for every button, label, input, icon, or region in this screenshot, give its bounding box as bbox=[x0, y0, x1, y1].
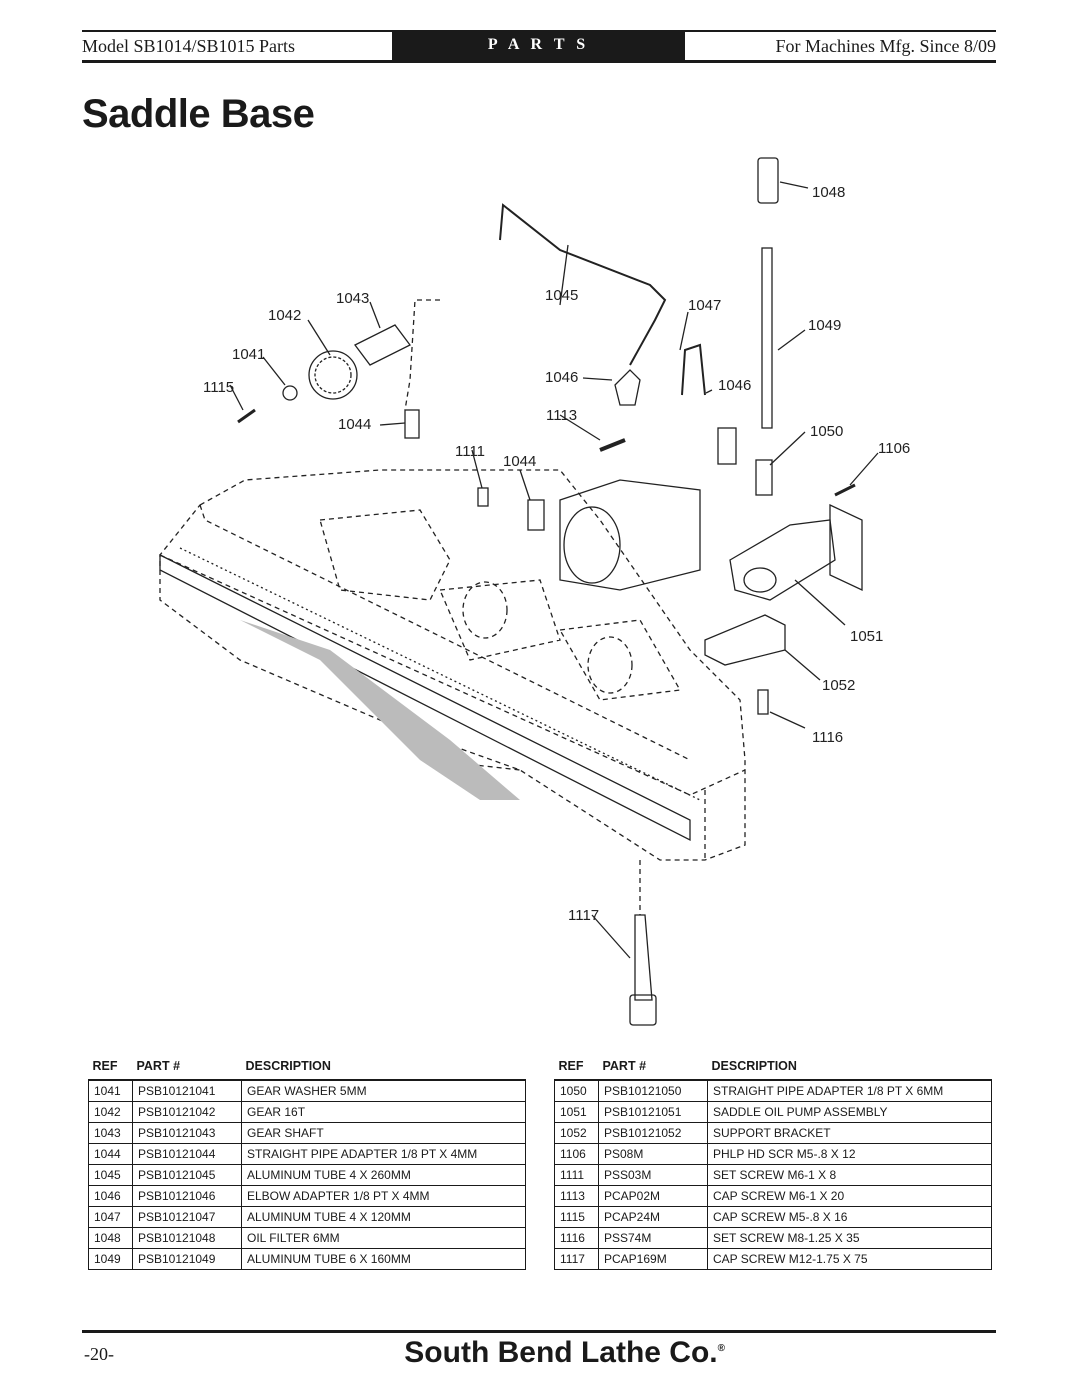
table-row bbox=[555, 1123, 992, 1144]
ref-cell: 1052 bbox=[555, 1123, 599, 1144]
ref-cell: 1050 bbox=[555, 1080, 599, 1102]
ref-cell: 1042 bbox=[89, 1102, 133, 1123]
col-ref: REF bbox=[555, 1055, 599, 1080]
cap-screw-1113 bbox=[600, 440, 625, 450]
gear-1042 bbox=[309, 351, 357, 399]
ref-cell: 1117 bbox=[555, 1249, 599, 1270]
ref-cell: 1116 bbox=[555, 1228, 599, 1249]
part-cell: PSB10121049 bbox=[133, 1249, 242, 1270]
registered-mark: ® bbox=[717, 1343, 725, 1354]
ref-cell: 1043 bbox=[89, 1123, 133, 1144]
callout-1044b: 1044 bbox=[503, 453, 537, 470]
brand-logo bbox=[404, 1336, 725, 1370]
ref-cell: 1106 bbox=[555, 1144, 599, 1165]
callout-1050: 1050 bbox=[810, 423, 844, 440]
header-model: Model SB1014/SB1015 Parts bbox=[82, 36, 296, 56]
ref-cell: 1049 bbox=[89, 1249, 133, 1270]
part-cell: PSB10121044 bbox=[133, 1144, 242, 1165]
table-row bbox=[89, 1080, 526, 1102]
table-row bbox=[555, 1228, 992, 1249]
adapter-1044-right bbox=[528, 500, 544, 530]
ref-cell: 1115 bbox=[555, 1207, 599, 1228]
table-row bbox=[555, 1207, 992, 1228]
desc-cell: ELBOW ADAPTER 1/8 PT X 4MM bbox=[242, 1186, 526, 1207]
footer-rule bbox=[82, 1330, 996, 1333]
set-screw-1111 bbox=[478, 488, 488, 506]
washer-1041 bbox=[283, 386, 297, 400]
col-description: DESCRIPTION bbox=[708, 1055, 992, 1080]
table-row bbox=[89, 1186, 526, 1207]
callout-1044a: 1044 bbox=[338, 416, 372, 433]
desc-cell: GEAR SHAFT bbox=[242, 1123, 526, 1144]
screw-1106 bbox=[835, 485, 855, 495]
part-cell: PSB10121041 bbox=[133, 1080, 242, 1102]
ref-cell: 1045 bbox=[89, 1165, 133, 1186]
gear-shaft-1043 bbox=[355, 325, 410, 365]
callout-1106: 1106 bbox=[878, 440, 911, 457]
part-cell: PSS74M bbox=[599, 1228, 708, 1249]
header-machines: For Machines Mfg. Since 8/09 bbox=[775, 36, 996, 56]
callout-1043: 1043 bbox=[336, 290, 370, 307]
desc-cell: CAP SCREW M12-1.75 X 75 bbox=[708, 1249, 992, 1270]
desc-cell: ALUMINUM TUBE 4 X 260MM bbox=[242, 1165, 526, 1186]
callout-1049: 1049 bbox=[808, 317, 842, 334]
adapter-1050 bbox=[756, 460, 772, 495]
tube-1047 bbox=[682, 345, 705, 395]
oil-pump-1051 bbox=[730, 520, 835, 600]
part-cell: PCAP169M bbox=[599, 1249, 708, 1270]
table-row bbox=[89, 1207, 526, 1228]
tube-1049 bbox=[762, 248, 772, 428]
ref-cell: 1048 bbox=[89, 1228, 133, 1249]
part-cell: PSB10121046 bbox=[133, 1186, 242, 1207]
table-row bbox=[89, 1123, 526, 1144]
casting-shadow bbox=[240, 620, 520, 800]
ref-cell: 1113 bbox=[555, 1186, 599, 1207]
table-row bbox=[555, 1186, 992, 1207]
callout-1051: 1051 bbox=[850, 628, 884, 645]
saddle-base-casting bbox=[160, 470, 745, 860]
parts-table-left bbox=[88, 1055, 526, 1270]
part-cell: PSB10121047 bbox=[133, 1207, 242, 1228]
desc-cell: GEAR WASHER 5MM bbox=[242, 1080, 526, 1102]
desc-cell: SET SCREW M6-1 X 8 bbox=[708, 1165, 992, 1186]
saddle-base-diagram bbox=[0, 145, 1080, 1045]
adapter-1044-left bbox=[405, 410, 419, 438]
table-row bbox=[555, 1165, 992, 1186]
part-cell: PSB10121052 bbox=[599, 1123, 708, 1144]
callout-labels bbox=[203, 184, 910, 924]
desc-cell: STRAIGHT PIPE ADAPTER 1/8 PT X 6MM bbox=[708, 1080, 992, 1102]
desc-cell: ALUMINUM TUBE 6 X 160MM bbox=[242, 1249, 526, 1270]
callout-1046b: 1046 bbox=[718, 377, 752, 394]
callout-1046a: 1046 bbox=[545, 369, 579, 386]
brand-name: South Bend Lathe Co. bbox=[404, 1336, 718, 1369]
support-bracket-1052 bbox=[705, 615, 785, 665]
col-description: DESCRIPTION bbox=[242, 1055, 526, 1080]
part-cell: PSB10121045 bbox=[133, 1165, 242, 1186]
ref-cell: 1044 bbox=[89, 1144, 133, 1165]
screw-1115 bbox=[238, 410, 255, 422]
col-part: PART # bbox=[133, 1055, 242, 1080]
ref-cell: 1041 bbox=[89, 1080, 133, 1102]
desc-cell: PHLP HD SCR M5-.8 X 12 bbox=[708, 1144, 992, 1165]
desc-cell: OIL FILTER 6MM bbox=[242, 1228, 526, 1249]
page-header bbox=[82, 30, 996, 64]
part-cell: PSB10121048 bbox=[133, 1228, 242, 1249]
part-cell: PSB10121043 bbox=[133, 1123, 242, 1144]
ref-cell: 1046 bbox=[89, 1186, 133, 1207]
part-cell: PSS03M bbox=[599, 1165, 708, 1186]
part-cell: PS08M bbox=[599, 1144, 708, 1165]
header-section-badge: P A R T S bbox=[392, 30, 685, 60]
oil-filter-1048 bbox=[758, 158, 778, 203]
part-cell: PCAP24M bbox=[599, 1207, 708, 1228]
header-bottom-rule bbox=[82, 60, 996, 63]
table-row bbox=[555, 1249, 992, 1270]
part-cell: PSB10121050 bbox=[599, 1080, 708, 1102]
elbow-1046 bbox=[615, 370, 640, 405]
callout-1045: 1045 bbox=[545, 287, 579, 304]
table-row bbox=[555, 1144, 992, 1165]
callout-1113: 1113 bbox=[546, 407, 578, 424]
ref-cell: 1111 bbox=[555, 1165, 599, 1186]
callout-1041: 1041 bbox=[232, 346, 266, 363]
callout-1116: 1116 bbox=[812, 729, 844, 746]
callout-1048: 1048 bbox=[812, 184, 846, 201]
desc-cell: SET SCREW M8-1.25 X 35 bbox=[708, 1228, 992, 1249]
tube-1045 bbox=[500, 205, 665, 365]
callout-1115: 1115 bbox=[203, 379, 235, 396]
callout-1117: 1117 bbox=[568, 907, 600, 924]
part-cell: PSB10121042 bbox=[133, 1102, 242, 1123]
page-title: Saddle Base bbox=[82, 92, 315, 136]
table-row bbox=[89, 1144, 526, 1165]
desc-cell: ALUMINUM TUBE 4 X 120MM bbox=[242, 1207, 526, 1228]
part-cell: PSB10121051 bbox=[599, 1102, 708, 1123]
desc-cell: SADDLE OIL PUMP ASSEMBLY bbox=[708, 1102, 992, 1123]
ref-cell: 1047 bbox=[89, 1207, 133, 1228]
table-row bbox=[89, 1249, 526, 1270]
col-ref: REF bbox=[89, 1055, 133, 1080]
callout-1047: 1047 bbox=[688, 297, 722, 314]
desc-cell: STRAIGHT PIPE ADAPTER 1/8 PT X 4MM bbox=[242, 1144, 526, 1165]
callout-1111: 1111 bbox=[455, 443, 486, 460]
desc-cell: GEAR 16T bbox=[242, 1102, 526, 1123]
desc-cell: CAP SCREW M5-.8 X 16 bbox=[708, 1207, 992, 1228]
table-row bbox=[89, 1102, 526, 1123]
set-screw-1116 bbox=[758, 690, 768, 714]
ref-cell: 1051 bbox=[555, 1102, 599, 1123]
table-row bbox=[555, 1102, 992, 1123]
parts-table-right bbox=[554, 1055, 992, 1270]
table-row bbox=[555, 1080, 992, 1102]
cap-screw-1117 bbox=[635, 915, 652, 1000]
table-row bbox=[89, 1165, 526, 1186]
table-row bbox=[89, 1228, 526, 1249]
page-number: -20- bbox=[84, 1344, 114, 1364]
elbow-1046-right bbox=[718, 428, 736, 464]
col-part: PART # bbox=[599, 1055, 708, 1080]
dovetail-rail bbox=[160, 548, 700, 840]
desc-cell: SUPPORT BRACKET bbox=[708, 1123, 992, 1144]
callout-1042: 1042 bbox=[268, 307, 302, 324]
part-cell: PCAP02M bbox=[599, 1186, 708, 1207]
callout-1052: 1052 bbox=[822, 677, 856, 694]
desc-cell: CAP SCREW M6-1 X 20 bbox=[708, 1186, 992, 1207]
